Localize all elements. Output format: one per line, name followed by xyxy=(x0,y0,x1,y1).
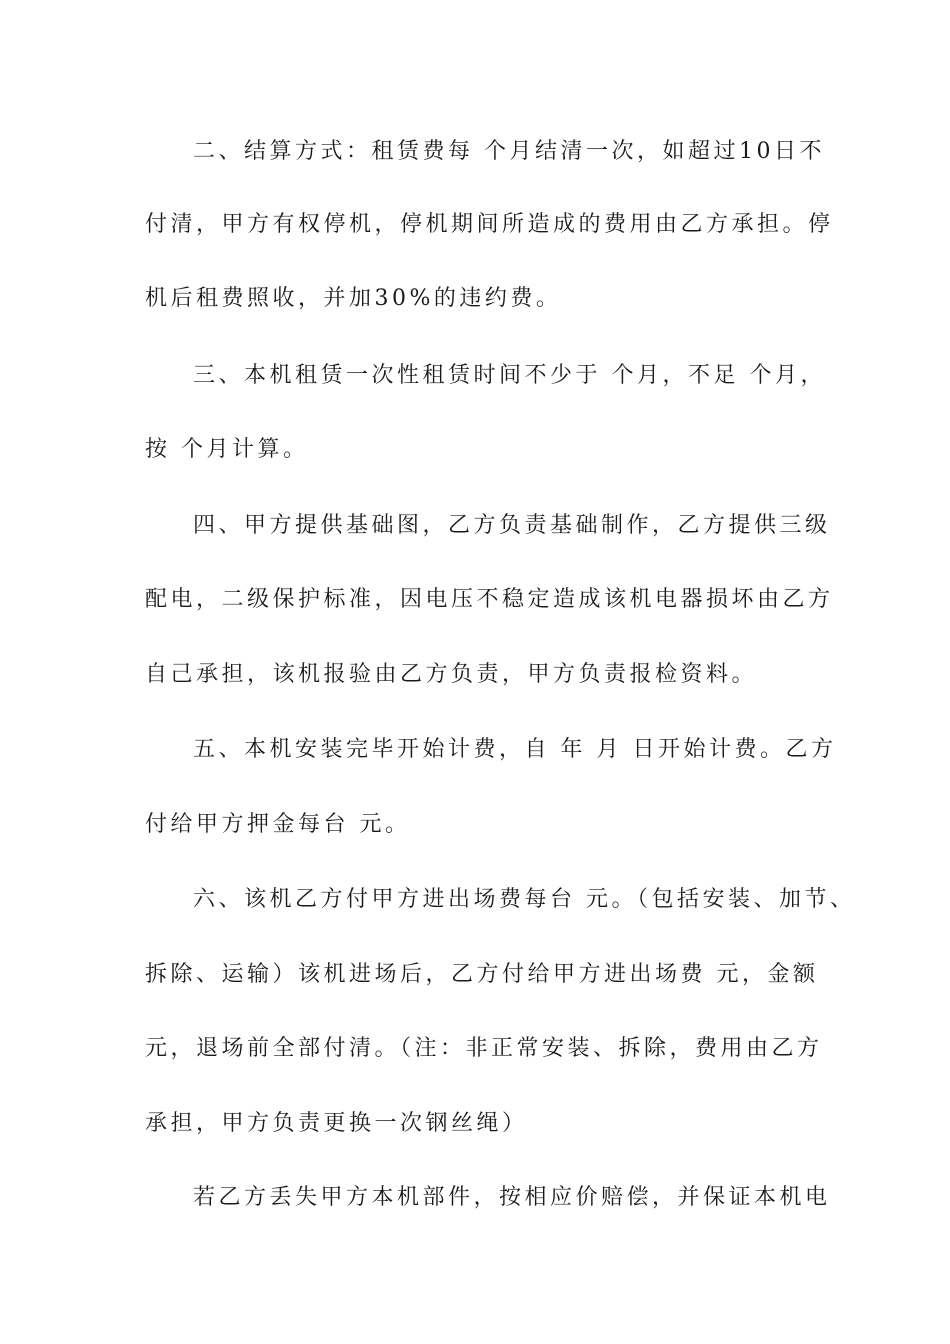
clause-6-line-1: 六、该机乙方付甲方进出场费每台 元。（包括安装、加节、 xyxy=(193,887,856,912)
clause-6-line-2: 拆除、运输）该机进场后，乙方付给甲方进出场费 元，金额 xyxy=(145,962,819,987)
clause-4-line-3: 自己承担，该机报验由乙方负责，甲方负责报检资料。 xyxy=(145,662,758,687)
clause-2-line-3: 机后租费照收，并加30%的违约费。 xyxy=(145,286,562,311)
clause-6-line-3: 元，退场前全部付清。（注：非正常安装、拆除，费用由乙方 xyxy=(145,1036,823,1061)
clause-3-line-1: 三、本机租赁一次性租赁时间不少于 个月，不足 个月， xyxy=(193,363,826,388)
clause-6-line-4: 承担，甲方负责更换一次钢丝绳） xyxy=(145,1111,528,1136)
clause-4-line-1: 四、甲方提供基础图，乙方负责基础制作，乙方提供三级 xyxy=(193,513,831,538)
clause-5-line-2: 付给甲方押金每台 元。 xyxy=(145,812,411,837)
clause-4-line-2: 配电，二级保护标准，因电压不稳定造成该机电器损坏由乙方 xyxy=(145,587,834,612)
clause-7-line-1: 若乙方丢失甲方本机部件，按相应价赔偿，并保证本机电 xyxy=(193,1185,831,1210)
clause-3-line-2: 按 个月计算。 xyxy=(145,437,309,462)
clause-2-line-2: 付清，甲方有权停机，停机期间所造成的费用由乙方承担。停 xyxy=(145,212,834,237)
clause-5-line-1: 五、本机安装完毕开始计费，自 年 月 日开始计费。乙方 xyxy=(193,737,837,762)
clause-2-line-1: 二、结算方式：租赁费每 个月结清一次，如超过10日不 xyxy=(193,139,825,164)
